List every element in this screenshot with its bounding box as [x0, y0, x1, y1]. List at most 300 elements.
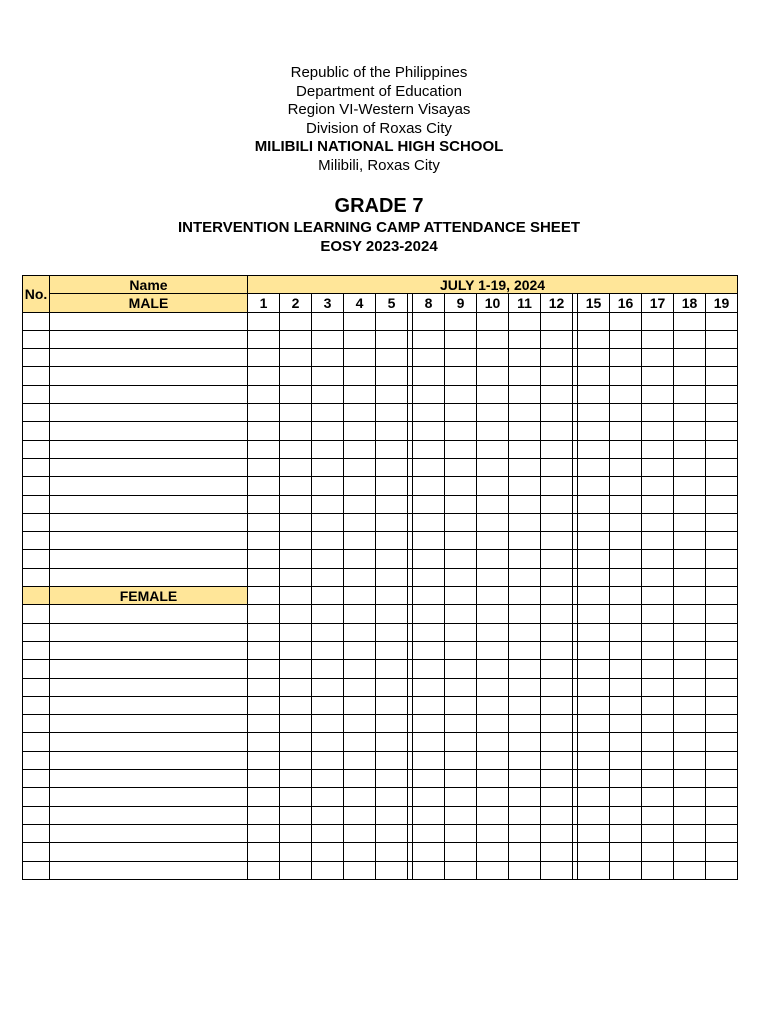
- attendance-cell[interactable]: [706, 440, 738, 458]
- attendance-cell[interactable]: [610, 532, 642, 550]
- attendance-cell[interactable]: [376, 422, 408, 440]
- attendance-cell[interactable]: [610, 751, 642, 769]
- attendance-cell[interactable]: [248, 770, 280, 788]
- attendance-cell[interactable]: [642, 440, 674, 458]
- attendance-cell[interactable]: [674, 751, 706, 769]
- attendance-cell[interactable]: [541, 861, 573, 879]
- attendance-cell[interactable]: [509, 696, 541, 714]
- attendance-cell[interactable]: [248, 733, 280, 751]
- attendance-cell[interactable]: [610, 861, 642, 879]
- attendance-cell[interactable]: [642, 513, 674, 531]
- attendance-cell[interactable]: [248, 678, 280, 696]
- attendance-cell[interactable]: [248, 623, 280, 641]
- attendance-cell[interactable]: [674, 312, 706, 330]
- attendance-cell[interactable]: [477, 605, 509, 623]
- number-cell[interactable]: [23, 550, 50, 568]
- attendance-cell[interactable]: [376, 843, 408, 861]
- attendance-cell[interactable]: [248, 404, 280, 422]
- attendance-cell[interactable]: [312, 587, 344, 605]
- attendance-cell[interactable]: [477, 806, 509, 824]
- attendance-cell[interactable]: [509, 660, 541, 678]
- attendance-cell[interactable]: [312, 824, 344, 842]
- attendance-cell[interactable]: [706, 696, 738, 714]
- attendance-cell[interactable]: [541, 550, 573, 568]
- number-cell[interactable]: [23, 641, 50, 659]
- attendance-cell[interactable]: [248, 843, 280, 861]
- attendance-cell[interactable]: [248, 605, 280, 623]
- attendance-cell[interactable]: [312, 330, 344, 348]
- attendance-cell[interactable]: [706, 788, 738, 806]
- attendance-cell[interactable]: [413, 404, 445, 422]
- attendance-cell[interactable]: [674, 532, 706, 550]
- attendance-cell[interactable]: [578, 733, 610, 751]
- attendance-cell[interactable]: [642, 843, 674, 861]
- attendance-cell[interactable]: [706, 513, 738, 531]
- attendance-cell[interactable]: [642, 733, 674, 751]
- attendance-cell[interactable]: [610, 458, 642, 476]
- attendance-cell[interactable]: [642, 404, 674, 422]
- number-cell[interactable]: [23, 385, 50, 403]
- student-name-cell[interactable]: [50, 367, 248, 385]
- attendance-cell[interactable]: [477, 751, 509, 769]
- attendance-cell[interactable]: [312, 843, 344, 861]
- student-name-cell[interactable]: [50, 788, 248, 806]
- attendance-cell[interactable]: [578, 440, 610, 458]
- attendance-cell[interactable]: [578, 404, 610, 422]
- attendance-cell[interactable]: [376, 733, 408, 751]
- attendance-cell[interactable]: [509, 349, 541, 367]
- attendance-cell[interactable]: [344, 715, 376, 733]
- attendance-cell[interactable]: [445, 349, 477, 367]
- student-name-cell[interactable]: [50, 330, 248, 348]
- attendance-cell[interactable]: [674, 330, 706, 348]
- attendance-cell[interactable]: [376, 715, 408, 733]
- attendance-cell[interactable]: [445, 385, 477, 403]
- attendance-cell[interactable]: [413, 715, 445, 733]
- attendance-cell[interactable]: [413, 861, 445, 879]
- attendance-cell[interactable]: [445, 550, 477, 568]
- attendance-cell[interactable]: [413, 440, 445, 458]
- attendance-cell[interactable]: [610, 587, 642, 605]
- attendance-cell[interactable]: [578, 806, 610, 824]
- attendance-cell[interactable]: [280, 367, 312, 385]
- attendance-cell[interactable]: [413, 843, 445, 861]
- attendance-cell[interactable]: [578, 587, 610, 605]
- attendance-cell[interactable]: [610, 312, 642, 330]
- attendance-cell[interactable]: [413, 550, 445, 568]
- student-name-cell[interactable]: [50, 458, 248, 476]
- attendance-cell[interactable]: [248, 458, 280, 476]
- attendance-cell[interactable]: [610, 696, 642, 714]
- attendance-cell[interactable]: [578, 367, 610, 385]
- student-name-cell[interactable]: [50, 641, 248, 659]
- student-name-cell[interactable]: [50, 550, 248, 568]
- attendance-cell[interactable]: [248, 367, 280, 385]
- attendance-cell[interactable]: [706, 349, 738, 367]
- attendance-cell[interactable]: [706, 861, 738, 879]
- attendance-cell[interactable]: [578, 385, 610, 403]
- attendance-cell[interactable]: [706, 330, 738, 348]
- attendance-cell[interactable]: [578, 458, 610, 476]
- attendance-cell[interactable]: [477, 861, 509, 879]
- attendance-cell[interactable]: [674, 623, 706, 641]
- attendance-cell[interactable]: [509, 641, 541, 659]
- attendance-cell[interactable]: [642, 806, 674, 824]
- attendance-cell[interactable]: [706, 422, 738, 440]
- attendance-cell[interactable]: [280, 458, 312, 476]
- attendance-cell[interactable]: [477, 696, 509, 714]
- attendance-cell[interactable]: [248, 349, 280, 367]
- student-name-cell[interactable]: [50, 477, 248, 495]
- number-cell[interactable]: [23, 404, 50, 422]
- attendance-cell[interactable]: [706, 312, 738, 330]
- attendance-cell[interactable]: [578, 623, 610, 641]
- attendance-cell[interactable]: [706, 824, 738, 842]
- attendance-cell[interactable]: [413, 477, 445, 495]
- number-cell[interactable]: [23, 806, 50, 824]
- attendance-cell[interactable]: [509, 751, 541, 769]
- attendance-cell[interactable]: [477, 367, 509, 385]
- attendance-cell[interactable]: [312, 788, 344, 806]
- number-cell[interactable]: [23, 678, 50, 696]
- attendance-cell[interactable]: [509, 532, 541, 550]
- attendance-cell[interactable]: [344, 404, 376, 422]
- attendance-cell[interactable]: [248, 440, 280, 458]
- attendance-cell[interactable]: [312, 623, 344, 641]
- attendance-cell[interactable]: [312, 861, 344, 879]
- attendance-cell[interactable]: [541, 422, 573, 440]
- student-name-cell[interactable]: [50, 568, 248, 586]
- attendance-cell[interactable]: [445, 568, 477, 586]
- attendance-cell[interactable]: [509, 861, 541, 879]
- attendance-cell[interactable]: [477, 458, 509, 476]
- student-name-cell[interactable]: [50, 715, 248, 733]
- attendance-cell[interactable]: [312, 696, 344, 714]
- attendance-cell[interactable]: [642, 605, 674, 623]
- attendance-cell[interactable]: [413, 806, 445, 824]
- attendance-cell[interactable]: [509, 404, 541, 422]
- attendance-cell[interactable]: [477, 770, 509, 788]
- attendance-cell[interactable]: [344, 495, 376, 513]
- attendance-cell[interactable]: [413, 696, 445, 714]
- attendance-cell[interactable]: [610, 568, 642, 586]
- attendance-cell[interactable]: [642, 770, 674, 788]
- attendance-cell[interactable]: [248, 751, 280, 769]
- attendance-cell[interactable]: [376, 404, 408, 422]
- attendance-cell[interactable]: [344, 660, 376, 678]
- attendance-cell[interactable]: [280, 824, 312, 842]
- attendance-cell[interactable]: [344, 824, 376, 842]
- attendance-cell[interactable]: [541, 788, 573, 806]
- number-cell[interactable]: [23, 422, 50, 440]
- student-name-cell[interactable]: [50, 422, 248, 440]
- attendance-cell[interactable]: [280, 605, 312, 623]
- attendance-cell[interactable]: [376, 330, 408, 348]
- attendance-cell[interactable]: [578, 349, 610, 367]
- attendance-cell[interactable]: [578, 550, 610, 568]
- attendance-cell[interactable]: [706, 770, 738, 788]
- attendance-cell[interactable]: [509, 605, 541, 623]
- attendance-cell[interactable]: [280, 715, 312, 733]
- attendance-cell[interactable]: [706, 532, 738, 550]
- attendance-cell[interactable]: [312, 660, 344, 678]
- student-name-cell[interactable]: [50, 532, 248, 550]
- attendance-cell[interactable]: [413, 513, 445, 531]
- attendance-cell[interactable]: [477, 660, 509, 678]
- attendance-cell[interactable]: [541, 678, 573, 696]
- attendance-cell[interactable]: [344, 733, 376, 751]
- number-cell[interactable]: [23, 605, 50, 623]
- attendance-cell[interactable]: [674, 458, 706, 476]
- student-name-cell[interactable]: [50, 440, 248, 458]
- attendance-cell[interactable]: [541, 751, 573, 769]
- attendance-cell[interactable]: [312, 715, 344, 733]
- number-cell[interactable]: [23, 440, 50, 458]
- attendance-cell[interactable]: [477, 678, 509, 696]
- attendance-cell[interactable]: [280, 495, 312, 513]
- attendance-cell[interactable]: [248, 477, 280, 495]
- attendance-cell[interactable]: [445, 440, 477, 458]
- attendance-cell[interactable]: [344, 458, 376, 476]
- attendance-cell[interactable]: [413, 751, 445, 769]
- attendance-cell[interactable]: [706, 660, 738, 678]
- number-cell[interactable]: [23, 349, 50, 367]
- attendance-cell[interactable]: [674, 678, 706, 696]
- attendance-cell[interactable]: [445, 587, 477, 605]
- attendance-cell[interactable]: [610, 843, 642, 861]
- attendance-cell[interactable]: [413, 678, 445, 696]
- attendance-cell[interactable]: [376, 513, 408, 531]
- attendance-cell[interactable]: [376, 824, 408, 842]
- attendance-cell[interactable]: [280, 678, 312, 696]
- attendance-cell[interactable]: [674, 440, 706, 458]
- attendance-cell[interactable]: [674, 404, 706, 422]
- attendance-cell[interactable]: [413, 788, 445, 806]
- attendance-cell[interactable]: [477, 788, 509, 806]
- student-name-cell[interactable]: [50, 385, 248, 403]
- attendance-cell[interactable]: [578, 788, 610, 806]
- attendance-cell[interactable]: [642, 349, 674, 367]
- attendance-cell[interactable]: [706, 678, 738, 696]
- attendance-cell[interactable]: [248, 660, 280, 678]
- attendance-cell[interactable]: [376, 312, 408, 330]
- attendance-cell[interactable]: [509, 678, 541, 696]
- attendance-cell[interactable]: [376, 587, 408, 605]
- attendance-cell[interactable]: [413, 623, 445, 641]
- attendance-cell[interactable]: [344, 788, 376, 806]
- attendance-cell[interactable]: [706, 733, 738, 751]
- attendance-cell[interactable]: [344, 678, 376, 696]
- attendance-cell[interactable]: [312, 513, 344, 531]
- number-cell[interactable]: [23, 733, 50, 751]
- attendance-cell[interactable]: [376, 861, 408, 879]
- attendance-cell[interactable]: [280, 532, 312, 550]
- attendance-cell[interactable]: [610, 641, 642, 659]
- attendance-cell[interactable]: [445, 788, 477, 806]
- attendance-cell[interactable]: [509, 733, 541, 751]
- attendance-cell[interactable]: [509, 513, 541, 531]
- attendance-cell[interactable]: [248, 861, 280, 879]
- attendance-cell[interactable]: [445, 678, 477, 696]
- attendance-cell[interactable]: [413, 660, 445, 678]
- attendance-cell[interactable]: [642, 422, 674, 440]
- attendance-cell[interactable]: [642, 751, 674, 769]
- attendance-cell[interactable]: [413, 587, 445, 605]
- attendance-cell[interactable]: [280, 568, 312, 586]
- attendance-cell[interactable]: [376, 770, 408, 788]
- attendance-cell[interactable]: [477, 824, 509, 842]
- attendance-cell[interactable]: [344, 770, 376, 788]
- attendance-cell[interactable]: [477, 477, 509, 495]
- student-name-cell[interactable]: [50, 861, 248, 879]
- student-name-cell[interactable]: [50, 733, 248, 751]
- attendance-cell[interactable]: [706, 843, 738, 861]
- attendance-cell[interactable]: [376, 751, 408, 769]
- attendance-cell[interactable]: [413, 532, 445, 550]
- student-name-cell[interactable]: [50, 349, 248, 367]
- attendance-cell[interactable]: [642, 458, 674, 476]
- attendance-cell[interactable]: [642, 550, 674, 568]
- student-name-cell[interactable]: [50, 605, 248, 623]
- attendance-cell[interactable]: [248, 788, 280, 806]
- attendance-cell[interactable]: [312, 568, 344, 586]
- attendance-cell[interactable]: [642, 477, 674, 495]
- attendance-cell[interactable]: [344, 641, 376, 659]
- attendance-cell[interactable]: [509, 824, 541, 842]
- attendance-cell[interactable]: [445, 477, 477, 495]
- attendance-cell[interactable]: [674, 568, 706, 586]
- attendance-cell[interactable]: [376, 495, 408, 513]
- attendance-cell[interactable]: [541, 733, 573, 751]
- attendance-cell[interactable]: [706, 806, 738, 824]
- attendance-cell[interactable]: [578, 641, 610, 659]
- attendance-cell[interactable]: [642, 367, 674, 385]
- attendance-cell[interactable]: [344, 806, 376, 824]
- number-cell[interactable]: [23, 330, 50, 348]
- attendance-cell[interactable]: [706, 458, 738, 476]
- attendance-cell[interactable]: [642, 660, 674, 678]
- attendance-cell[interactable]: [541, 623, 573, 641]
- attendance-cell[interactable]: [477, 349, 509, 367]
- attendance-cell[interactable]: [706, 641, 738, 659]
- attendance-cell[interactable]: [642, 696, 674, 714]
- number-cell[interactable]: [23, 696, 50, 714]
- attendance-cell[interactable]: [642, 587, 674, 605]
- attendance-cell[interactable]: [477, 495, 509, 513]
- attendance-cell[interactable]: [541, 806, 573, 824]
- attendance-cell[interactable]: [642, 824, 674, 842]
- attendance-cell[interactable]: [642, 788, 674, 806]
- attendance-cell[interactable]: [280, 422, 312, 440]
- attendance-cell[interactable]: [706, 385, 738, 403]
- attendance-cell[interactable]: [248, 550, 280, 568]
- attendance-cell[interactable]: [477, 550, 509, 568]
- attendance-cell[interactable]: [445, 770, 477, 788]
- attendance-cell[interactable]: [610, 422, 642, 440]
- attendance-cell[interactable]: [445, 495, 477, 513]
- attendance-cell[interactable]: [674, 422, 706, 440]
- attendance-cell[interactable]: [312, 477, 344, 495]
- attendance-cell[interactable]: [642, 568, 674, 586]
- attendance-cell[interactable]: [248, 587, 280, 605]
- attendance-cell[interactable]: [344, 532, 376, 550]
- attendance-cell[interactable]: [674, 861, 706, 879]
- attendance-cell[interactable]: [280, 623, 312, 641]
- attendance-cell[interactable]: [674, 587, 706, 605]
- student-name-cell[interactable]: [50, 660, 248, 678]
- attendance-cell[interactable]: [445, 513, 477, 531]
- number-cell[interactable]: [23, 532, 50, 550]
- attendance-cell[interactable]: [509, 440, 541, 458]
- attendance-cell[interactable]: [509, 843, 541, 861]
- attendance-cell[interactable]: [376, 806, 408, 824]
- attendance-cell[interactable]: [413, 367, 445, 385]
- attendance-cell[interactable]: [477, 440, 509, 458]
- attendance-cell[interactable]: [578, 843, 610, 861]
- attendance-cell[interactable]: [706, 495, 738, 513]
- attendance-cell[interactable]: [541, 587, 573, 605]
- attendance-cell[interactable]: [610, 550, 642, 568]
- attendance-cell[interactable]: [376, 477, 408, 495]
- attendance-cell[interactable]: [541, 568, 573, 586]
- attendance-cell[interactable]: [376, 678, 408, 696]
- attendance-cell[interactable]: [248, 824, 280, 842]
- attendance-cell[interactable]: [344, 550, 376, 568]
- attendance-cell[interactable]: [248, 568, 280, 586]
- attendance-cell[interactable]: [248, 641, 280, 659]
- attendance-cell[interactable]: [445, 623, 477, 641]
- attendance-cell[interactable]: [312, 678, 344, 696]
- attendance-cell[interactable]: [312, 751, 344, 769]
- attendance-cell[interactable]: [445, 641, 477, 659]
- attendance-cell[interactable]: [706, 587, 738, 605]
- attendance-cell[interactable]: [413, 770, 445, 788]
- attendance-cell[interactable]: [376, 696, 408, 714]
- attendance-cell[interactable]: [445, 422, 477, 440]
- attendance-cell[interactable]: [280, 349, 312, 367]
- attendance-cell[interactable]: [280, 404, 312, 422]
- attendance-cell[interactable]: [344, 367, 376, 385]
- attendance-cell[interactable]: [280, 770, 312, 788]
- attendance-cell[interactable]: [344, 861, 376, 879]
- attendance-cell[interactable]: [541, 367, 573, 385]
- attendance-cell[interactable]: [610, 806, 642, 824]
- attendance-cell[interactable]: [541, 770, 573, 788]
- attendance-cell[interactable]: [674, 477, 706, 495]
- number-cell[interactable]: [23, 861, 50, 879]
- attendance-cell[interactable]: [642, 623, 674, 641]
- attendance-cell[interactable]: [477, 843, 509, 861]
- attendance-cell[interactable]: [413, 733, 445, 751]
- attendance-cell[interactable]: [477, 330, 509, 348]
- attendance-cell[interactable]: [344, 477, 376, 495]
- attendance-cell[interactable]: [509, 477, 541, 495]
- attendance-cell[interactable]: [610, 715, 642, 733]
- attendance-cell[interactable]: [541, 843, 573, 861]
- attendance-cell[interactable]: [280, 751, 312, 769]
- attendance-cell[interactable]: [376, 440, 408, 458]
- attendance-cell[interactable]: [578, 330, 610, 348]
- attendance-cell[interactable]: [312, 532, 344, 550]
- number-cell[interactable]: [23, 715, 50, 733]
- attendance-cell[interactable]: [578, 312, 610, 330]
- attendance-cell[interactable]: [674, 806, 706, 824]
- attendance-cell[interactable]: [706, 623, 738, 641]
- attendance-cell[interactable]: [413, 495, 445, 513]
- attendance-cell[interactable]: [674, 349, 706, 367]
- attendance-cell[interactable]: [578, 715, 610, 733]
- attendance-cell[interactable]: [706, 715, 738, 733]
